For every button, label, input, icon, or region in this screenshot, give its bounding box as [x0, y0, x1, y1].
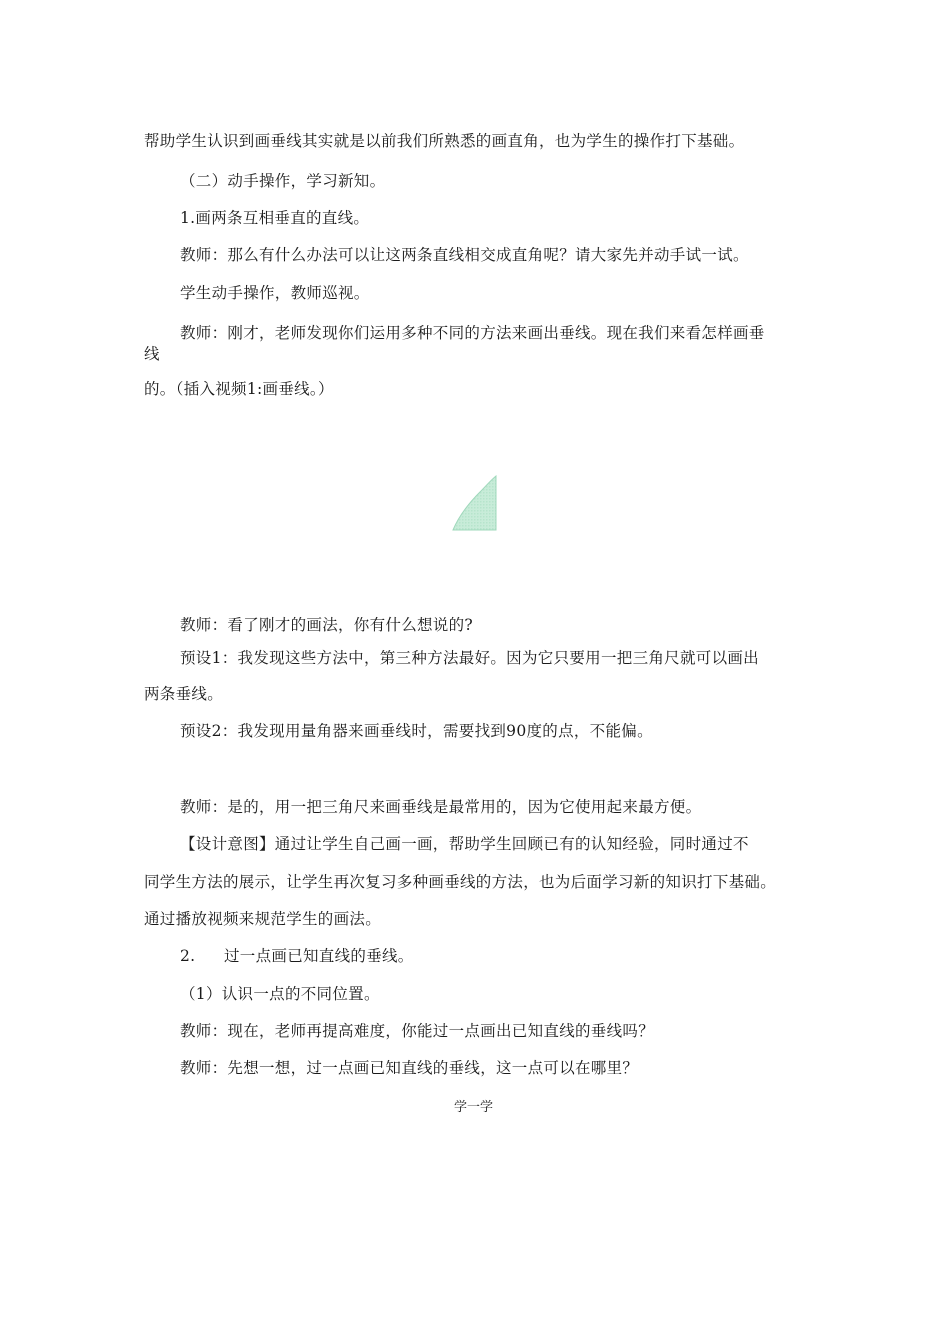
paragraph-design-intent-end: 通过播放视频来规范学生的画法。	[144, 910, 382, 928]
subsection-heading-2	[180, 946, 414, 966]
paragraph-teacher-ask: 教师：看了刚才的画法，你有什么想说的?	[180, 616, 474, 634]
video-caption: 学一学	[454, 1100, 494, 1115]
subsection-number: 2.	[180, 947, 196, 965]
paragraph-design-intent: 【设计意图】通过让学生自己画一画，帮助学生回顾已有的认知经验，同时通过不	[180, 835, 749, 853]
paragraph-teacher-summary: 教师：是的，用一把三角尺来画垂线是最常用的，因为它使用起来最方便。	[180, 798, 702, 816]
paragraph-teacher-think: 教师：先想一想，过一点画已知直线的垂线，这一点可以在哪里？	[180, 1059, 639, 1077]
paragraph-video-note: 的。（插入视频1:画垂线。）	[144, 380, 334, 398]
subsection-title: 过一点画已知直线的垂线。	[224, 947, 414, 965]
paragraph-preset-1-wrap: 两条垂线。	[144, 685, 224, 703]
paragraph-student-activity: 学生动手操作，教师巡视。	[180, 284, 370, 302]
paragraph-teacher-challenge: 教师：现在，老师再提高难度，你能过一点画出已知直线的垂线吗？	[180, 1022, 655, 1040]
paragraph-preset-1: 预设1：我发现这些方法中，第三种方法最好。因为它只要用一把三角尺就可以画出	[180, 649, 759, 667]
triangle-ruler-image	[450, 474, 500, 534]
subsection-heading-1: 1.画两条互相垂直的直线。	[180, 209, 370, 227]
paragraph-intro: 帮助学生认识到画垂线其实就是以前我们所熟悉的画直角，也为学生的操作打下基础。	[144, 132, 745, 150]
paragraph-design-intent-wrap: 同学生方法的展示，让学生再次复习多种画垂线的方法，也为后面学习新的知识打下基础。	[144, 873, 777, 891]
paragraph-preset-2: 预设2：我发现用量角器来画垂线时，需要找到90度的点，不能偏。	[180, 722, 653, 740]
section-heading: （二）动手操作，学习新知。	[180, 172, 386, 190]
paragraph-teacher-observation-wrap: 线	[144, 345, 160, 363]
paragraph-teacher-observation: 教师：刚才，老师发现你们运用多种不同的方法来画出垂线。现在我们来看怎样画垂	[180, 324, 765, 342]
subsection-item-1: （1）认识一点的不同位置。	[180, 985, 380, 1003]
paragraph-teacher-question: 教师：那么有什么办法可以让这两条直线相交成直角呢？请大家先并动手试一试。	[180, 246, 749, 264]
